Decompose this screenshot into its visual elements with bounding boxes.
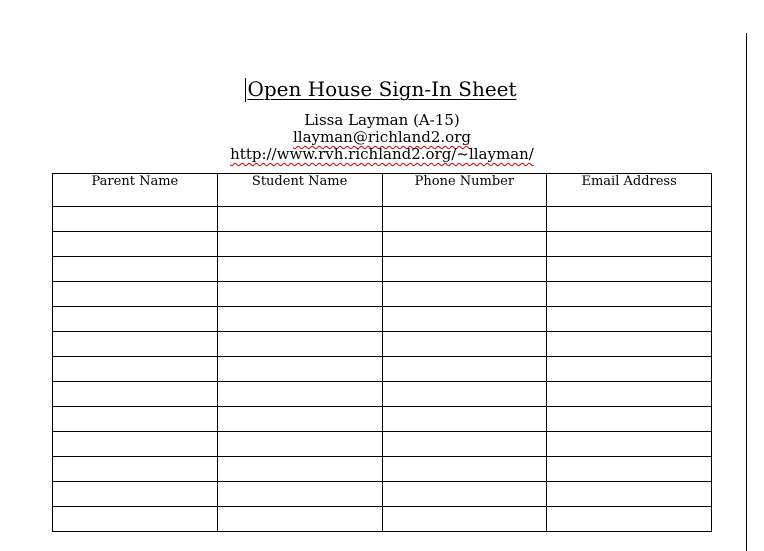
email-line — [0, 128, 764, 146]
teacher-website: http://www.rvh.richland2.org/~llayman/ — [230, 145, 534, 163]
cell-parent-name[interactable] — [53, 307, 218, 332]
cell-email-address[interactable] — [547, 207, 712, 232]
cell-student-name[interactable] — [217, 382, 382, 407]
cell-email-address[interactable] — [547, 357, 712, 382]
document-title-text[interactable] — [247, 77, 516, 101]
column-header-parent-name: Parent Name — [53, 174, 218, 207]
cell-student-name[interactable] — [217, 507, 382, 532]
cell-parent-name[interactable] — [53, 357, 218, 382]
teacher-room: (A-15) — [413, 111, 460, 129]
cell-student-name[interactable] — [217, 307, 382, 332]
cell-student-name[interactable] — [217, 357, 382, 382]
cell-phone-number[interactable] — [382, 257, 547, 282]
cell-phone-number[interactable] — [382, 357, 547, 382]
signin-table — [52, 173, 712, 532]
cell-email-address[interactable] — [547, 382, 712, 407]
cell-parent-name[interactable] — [53, 507, 218, 532]
cell-email-address[interactable] — [547, 457, 712, 482]
cell-phone-number[interactable] — [382, 307, 547, 332]
cell-student-name[interactable] — [217, 457, 382, 482]
cell-student-name[interactable] — [217, 207, 382, 232]
cell-email-address[interactable] — [547, 332, 712, 357]
table-row — [53, 382, 712, 407]
column-header-email-address: Email Address — [547, 174, 712, 207]
cell-phone-number[interactable] — [382, 482, 547, 507]
table-row — [53, 507, 712, 532]
table-row — [53, 432, 712, 457]
title-label: Open House Sign-In Sheet — [247, 77, 517, 101]
cell-parent-name[interactable] — [53, 432, 218, 457]
cell-student-name[interactable] — [217, 432, 382, 457]
cell-student-name[interactable] — [217, 257, 382, 282]
cell-parent-name[interactable] — [53, 232, 218, 257]
cell-student-name[interactable] — [217, 407, 382, 432]
cell-email-address[interactable] — [547, 307, 712, 332]
table-row — [53, 207, 712, 232]
cell-phone-number[interactable] — [382, 282, 547, 307]
column-header-student-name: Student Name — [217, 174, 382, 207]
table-body — [53, 207, 712, 532]
table-row — [53, 257, 712, 282]
table-row — [53, 282, 712, 307]
document-title — [0, 76, 764, 102]
table-row — [53, 357, 712, 382]
cell-email-address[interactable] — [547, 482, 712, 507]
teacher-name: Lissa Layman — [304, 111, 409, 129]
text-cursor — [245, 78, 246, 102]
cell-email-address[interactable] — [547, 507, 712, 532]
cell-email-address[interactable] — [547, 407, 712, 432]
cell-parent-name[interactable] — [53, 482, 218, 507]
table-row — [53, 332, 712, 357]
cell-parent-name[interactable] — [53, 407, 218, 432]
cell-phone-number[interactable] — [382, 232, 547, 257]
cell-phone-number[interactable] — [382, 382, 547, 407]
table-row — [53, 407, 712, 432]
cell-student-name[interactable] — [217, 282, 382, 307]
table-row — [53, 482, 712, 507]
table-row — [53, 307, 712, 332]
cell-email-address[interactable] — [547, 257, 712, 282]
cell-parent-name[interactable] — [53, 282, 218, 307]
table-row — [53, 232, 712, 257]
cell-email-address[interactable] — [547, 282, 712, 307]
cell-student-name[interactable] — [217, 232, 382, 257]
cell-phone-number[interactable] — [382, 407, 547, 432]
cell-student-name[interactable] — [217, 482, 382, 507]
cell-email-address[interactable] — [547, 432, 712, 457]
cell-phone-number[interactable] — [382, 507, 547, 532]
teacher-line — [0, 111, 764, 129]
column-header-phone-number: Phone Number — [382, 174, 547, 207]
cell-parent-name[interactable] — [53, 457, 218, 482]
teacher-email: llayman@richland2.org — [293, 128, 471, 146]
cell-phone-number[interactable] — [382, 432, 547, 457]
cell-phone-number[interactable] — [382, 207, 547, 232]
cell-parent-name[interactable] — [53, 332, 218, 357]
cell-parent-name[interactable] — [53, 382, 218, 407]
table-row — [53, 457, 712, 482]
cell-parent-name[interactable] — [53, 257, 218, 282]
cell-email-address[interactable] — [547, 232, 712, 257]
cell-phone-number[interactable] — [382, 457, 547, 482]
website-line — [0, 145, 764, 163]
cell-student-name[interactable] — [217, 332, 382, 357]
table-header-row — [53, 174, 712, 207]
cell-parent-name[interactable] — [53, 207, 218, 232]
cell-phone-number[interactable] — [382, 332, 547, 357]
